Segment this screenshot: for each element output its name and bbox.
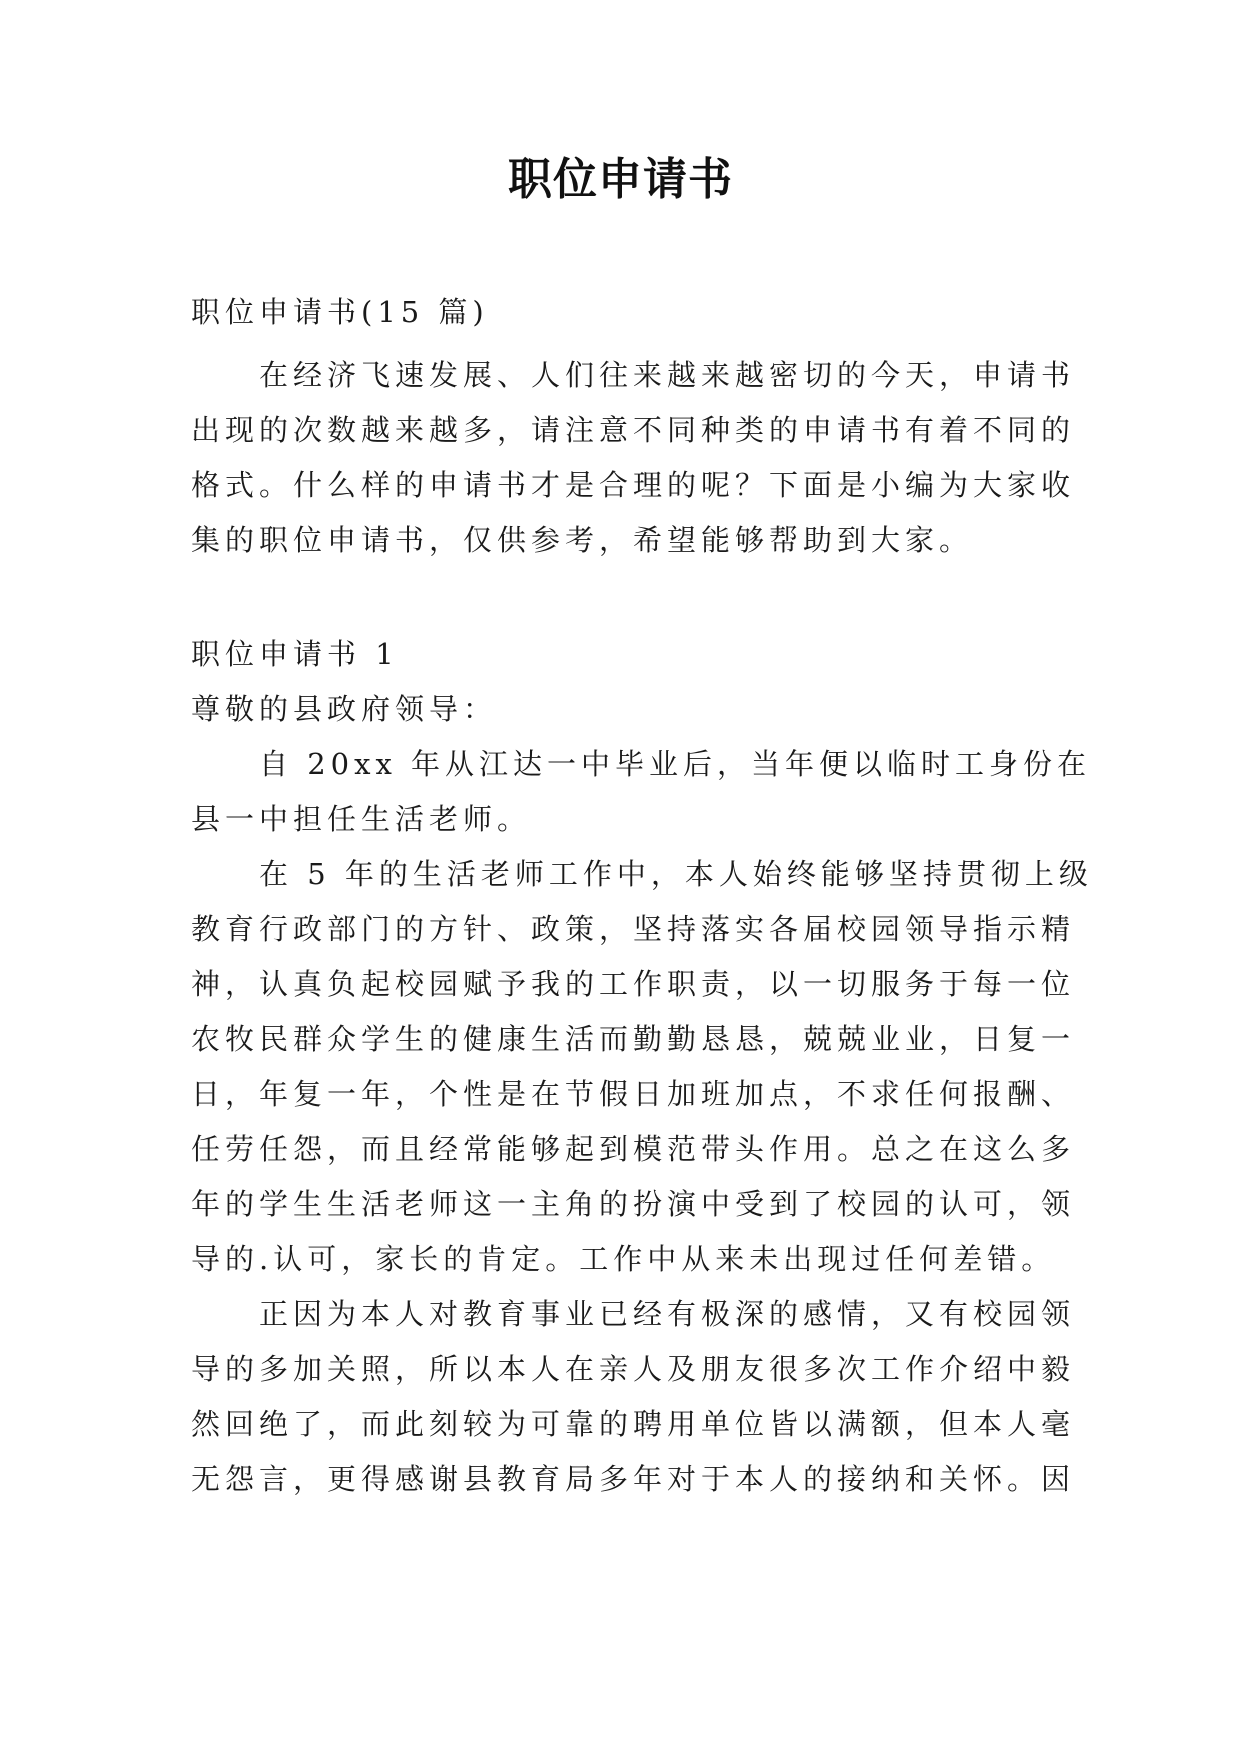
paragraph-line: 在经济飞速发展、人们往来越来越密切的今天，申请书 xyxy=(259,358,1076,392)
paragraph-line: 然回绝了，而此刻较为可靠的聘用单位皆以满额，但本人毫 xyxy=(191,1407,1076,1441)
paragraph-2 xyxy=(191,847,1093,1287)
paragraph-line: 教育行政部门的方针、政策，坚持落实各届校园领导指示精 xyxy=(191,912,1076,946)
paragraph-line: 集的职位申请书，仅供参考，希望能够帮助到大家。 xyxy=(191,523,974,557)
paragraph-line: 在 5 年的生活老师工作中，本人始终能够坚持贯彻上级 xyxy=(259,857,1093,891)
document-body xyxy=(191,285,1093,1507)
paragraph-line: 自 20xx 年从江达一中毕业后，当年便以临时工身份在 xyxy=(259,747,1092,781)
paragraph-3 xyxy=(191,1287,1076,1507)
paragraph-line: 无怨言，更得感谢县教育局多年对于本人的接纳和关怀。因 xyxy=(191,1462,1076,1496)
document-title: 职位申请书 xyxy=(508,154,733,205)
paragraph-line: 任劳任怨，而且经常能够起到模范带头作用。总之在这么多 xyxy=(191,1132,1076,1166)
paragraph-line: 出现的次数越来越多，请注意不同种类的申请书有着不同的 xyxy=(191,413,1076,447)
section-heading: 职位申请书 1 xyxy=(191,637,399,671)
paragraph-line: 导的.认可，家长的肯定。工作中从来未出现过任何差错。 xyxy=(191,1242,1056,1276)
paragraph-line: 日，年复一年，个性是在节假日加班加点，不求任何报酬、 xyxy=(191,1077,1076,1111)
paragraph-line: 县一中担任生活老师。 xyxy=(191,802,532,836)
salutation: 尊敬的县政府领导： xyxy=(191,692,498,726)
paragraph-line: 农牧民群众学生的健康生活而勤勤恳恳，兢兢业业，日复一 xyxy=(191,1022,1076,1056)
paragraph-line: 导的多加关照，所以本人在亲人及朋友很多次工作介绍中毅 xyxy=(191,1352,1076,1386)
paragraph-line: 年的学生生活老师这一主角的扮演中受到了校园的认可，领 xyxy=(191,1187,1076,1221)
paragraph-line: 正因为本人对教育事业已经有极深的感情，又有校园领 xyxy=(259,1297,1076,1331)
intro-paragraph xyxy=(191,348,1076,568)
paragraph-1 xyxy=(191,737,1092,847)
paragraph-line: 神，认真负起校园赋予我的工作职责，以一切服务于每一位 xyxy=(191,967,1076,1001)
paragraph-line: 格式。什么样的申请书才是合理的呢？下面是小编为大家收 xyxy=(191,468,1076,502)
document-subtitle: 职位申请书(15 篇) xyxy=(191,295,489,329)
